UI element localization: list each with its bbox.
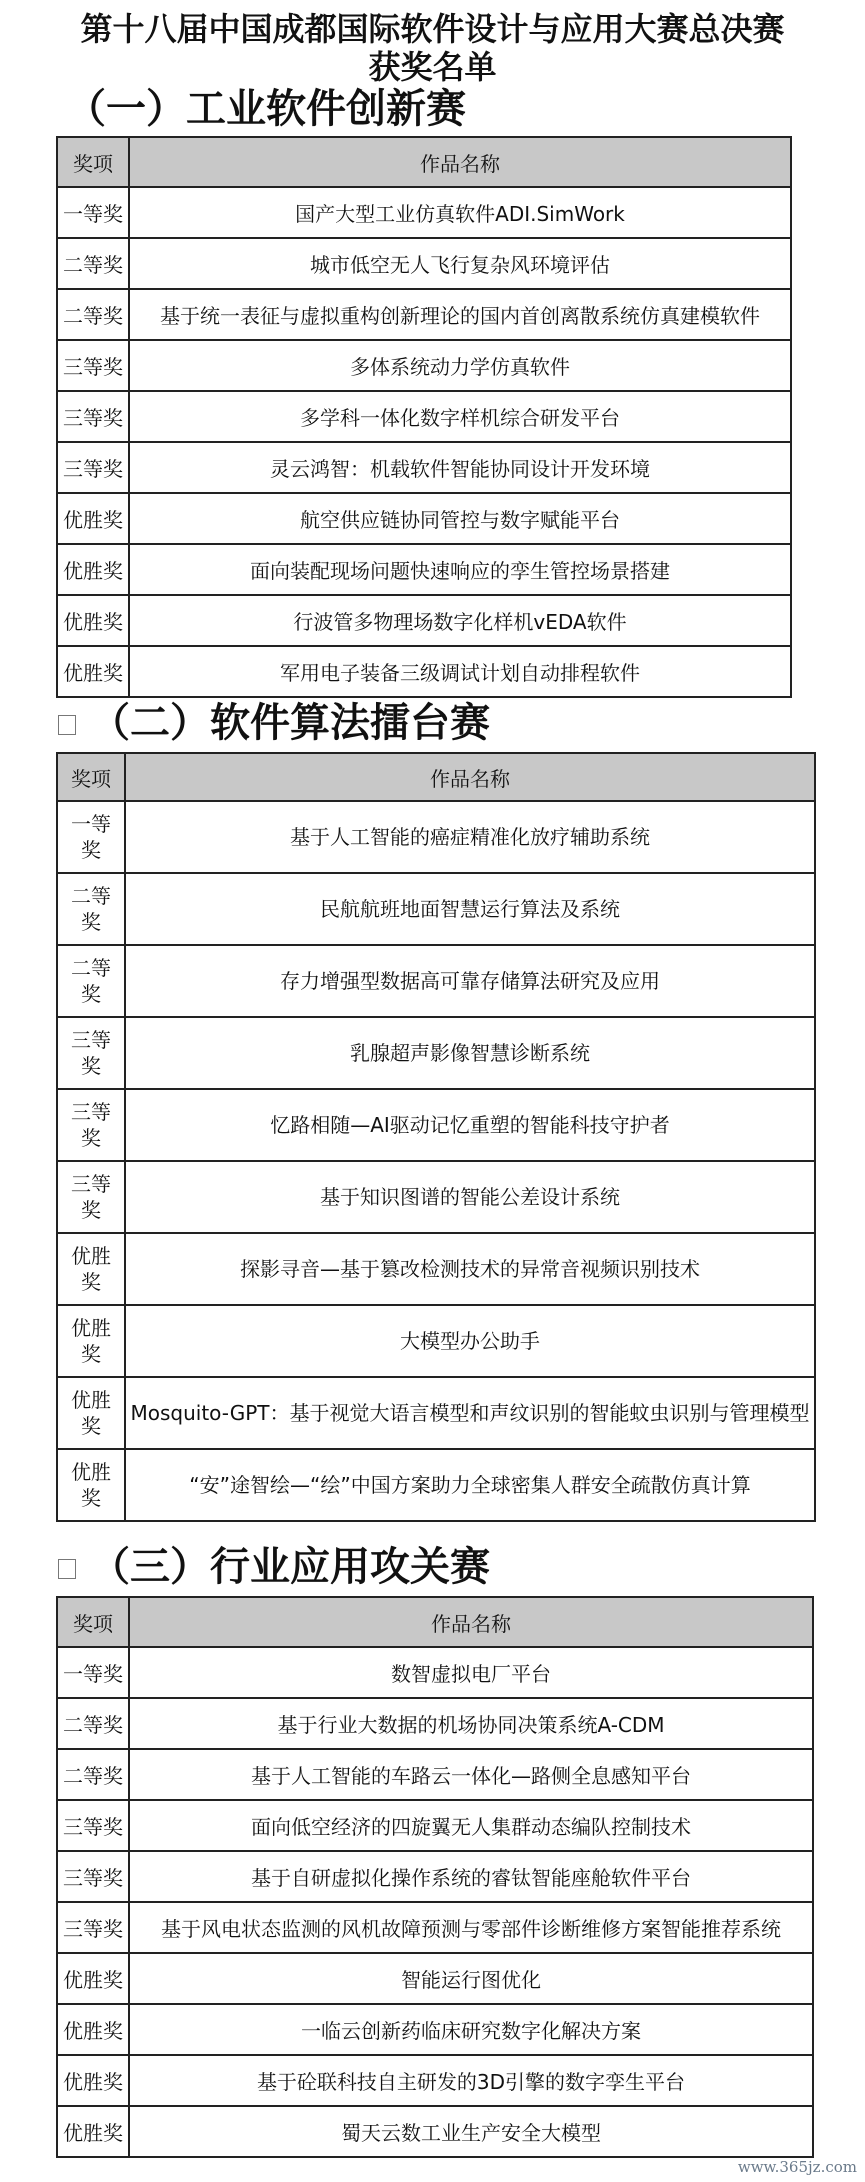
page-title-line1: 第十八届中国成都国际软件设计与应用大赛总决赛 bbox=[80, 10, 785, 48]
table-row bbox=[57, 238, 791, 289]
award-cell: 二等奖 bbox=[57, 289, 129, 340]
work-name-cell: Mosquito-GPT：基于视觉大语言模型和声纹识别的智能蚊虫识别与管理模型 bbox=[125, 1377, 815, 1449]
work-name-cell: 探影寻音—基于篡改检测技术的异常音视频识别技术 bbox=[125, 1233, 815, 1305]
page-title-line2: 获奖名单 bbox=[368, 48, 497, 86]
work-name-cell: 基于砼联科技自主研发的3D引擎的数字孪生平台 bbox=[129, 2055, 813, 2106]
award-cell: 二等奖 bbox=[57, 238, 129, 289]
work-name-cell: 乳腺超声影像智慧诊断系统 bbox=[125, 1017, 815, 1089]
table-row bbox=[57, 340, 791, 391]
table-row bbox=[57, 2055, 813, 2106]
section-heading-text: （三）行业应用攻关赛 bbox=[90, 1544, 490, 1590]
table-body bbox=[57, 187, 791, 697]
table-row bbox=[57, 2004, 813, 2055]
work-name-cell: 军用电子装备三级调试计划自动排程软件 bbox=[129, 646, 791, 697]
table-row bbox=[57, 187, 791, 238]
awards-table-industrial-software bbox=[56, 136, 792, 698]
table-row bbox=[57, 391, 791, 442]
work-name-cell: 民航航班地面智慧运行算法及系统 bbox=[125, 873, 815, 945]
work-name-cell: 灵云鸿智：机载软件智能协同设计开发环境 bbox=[129, 442, 791, 493]
award-cell: 优胜奖 bbox=[57, 1305, 125, 1377]
table-row bbox=[57, 801, 815, 873]
work-name-cell: 基于自研虚拟化操作系统的睿钛智能座舱软件平台 bbox=[129, 1851, 813, 1902]
award-cell: 优胜奖 bbox=[57, 2055, 129, 2106]
section-heading-algorithm-arena bbox=[58, 700, 490, 746]
award-cell: 二等奖 bbox=[57, 945, 125, 1017]
award-cell: 三等奖 bbox=[57, 1017, 125, 1089]
table-row bbox=[57, 1647, 813, 1698]
table-row bbox=[57, 289, 791, 340]
award-cell: 三等奖 bbox=[57, 442, 129, 493]
work-name-cell: 基于行业大数据的机场协同决策系统A-CDM bbox=[129, 1698, 813, 1749]
work-name-cell: 一临云创新药临床研究数字化解决方案 bbox=[129, 2004, 813, 2055]
award-cell: 三等奖 bbox=[57, 1089, 125, 1161]
work-name-cell: 城市低空无人飞行复杂风环境评估 bbox=[129, 238, 791, 289]
table-row bbox=[57, 1089, 815, 1161]
award-cell: 优胜奖 bbox=[57, 1953, 129, 2004]
missing-glyph-icon bbox=[58, 715, 76, 735]
table-row bbox=[57, 1902, 813, 1953]
section-heading-text: （二）软件算法擂台赛 bbox=[90, 700, 490, 746]
work-name-cell: 基于风电状态监测的风机故障预测与零部件诊断维修方案智能推荐系统 bbox=[129, 1902, 813, 1953]
work-name-cell: 忆路相随—AI驱动记忆重塑的智能科技守护者 bbox=[125, 1089, 815, 1161]
award-cell: 三等奖 bbox=[57, 1851, 129, 1902]
table-header-row bbox=[57, 1597, 813, 1647]
section-heading-industrial-software: （一）工业软件创新赛 bbox=[66, 86, 466, 132]
award-cell: 三等奖 bbox=[57, 340, 129, 391]
work-name-cell: 面向低空经济的四旋翼无人集群动态编队控制技术 bbox=[129, 1800, 813, 1851]
site-watermark: www.365jz.com bbox=[737, 2158, 857, 2176]
award-cell: 二等奖 bbox=[57, 873, 125, 945]
award-cell: 一等奖 bbox=[57, 1647, 129, 1698]
work-name-cell: 大模型办公助手 bbox=[125, 1305, 815, 1377]
missing-glyph-icon bbox=[58, 1559, 76, 1579]
work-name-cell: 蜀天云数工业生产安全大模型 bbox=[129, 2106, 813, 2157]
table-row bbox=[57, 1749, 813, 1800]
work-name-cell: 数智虚拟电厂平台 bbox=[129, 1647, 813, 1698]
award-cell: 优胜奖 bbox=[57, 2004, 129, 2055]
table-row bbox=[57, 595, 791, 646]
table-row bbox=[57, 1305, 815, 1377]
work-name-cell: 基于知识图谱的智能公差设计系统 bbox=[125, 1161, 815, 1233]
work-name-cell: “安”途智绘—“绘”中国方案助力全球密集人群安全疏散仿真计算 bbox=[125, 1449, 815, 1521]
work-name-cell: 行波管多物理场数字化样机vEDA软件 bbox=[129, 595, 791, 646]
table-header-row bbox=[57, 753, 815, 801]
work-name-cell: 基于人工智能的车路云一体化—路侧全息感知平台 bbox=[129, 1749, 813, 1800]
award-cell: 优胜奖 bbox=[57, 1449, 125, 1521]
awards-table-algorithm-arena bbox=[56, 752, 816, 1522]
work-name-cell: 多学科一体化数字样机综合研发平台 bbox=[129, 391, 791, 442]
column-header-award: 奖项 bbox=[57, 137, 129, 187]
award-cell: 三等奖 bbox=[57, 1902, 129, 1953]
award-cell: 优胜奖 bbox=[57, 493, 129, 544]
section-heading-industry-application bbox=[58, 1544, 490, 1590]
award-cell: 一等奖 bbox=[57, 801, 125, 873]
award-cell: 优胜奖 bbox=[57, 2106, 129, 2157]
work-name-cell: 智能运行图优化 bbox=[129, 1953, 813, 2004]
table-row bbox=[57, 1698, 813, 1749]
column-header-work: 作品名称 bbox=[129, 137, 791, 187]
award-cell: 二等奖 bbox=[57, 1698, 129, 1749]
column-header-work: 作品名称 bbox=[125, 753, 815, 801]
award-cell: 三等奖 bbox=[57, 391, 129, 442]
award-cell: 二等奖 bbox=[57, 1749, 129, 1800]
award-cell: 优胜奖 bbox=[57, 646, 129, 697]
table-row bbox=[57, 2106, 813, 2157]
work-name-cell: 国产大型工业仿真软件ADI.SimWork bbox=[129, 187, 791, 238]
table-body bbox=[57, 801, 815, 1521]
table-row bbox=[57, 442, 791, 493]
column-header-award: 奖项 bbox=[57, 753, 125, 801]
column-header-work: 作品名称 bbox=[129, 1597, 813, 1647]
award-cell: 优胜奖 bbox=[57, 544, 129, 595]
table-row bbox=[57, 1953, 813, 2004]
award-cell: 优胜奖 bbox=[57, 595, 129, 646]
table-row bbox=[57, 873, 815, 945]
table-row bbox=[57, 1233, 815, 1305]
table-row bbox=[57, 1449, 815, 1521]
work-name-cell: 存力增强型数据高可靠存储算法研究及应用 bbox=[125, 945, 815, 1017]
table-body bbox=[57, 1647, 813, 2157]
table-row bbox=[57, 1017, 815, 1089]
work-name-cell: 面向装配现场问题快速响应的孪生管控场景搭建 bbox=[129, 544, 791, 595]
table-row bbox=[57, 945, 815, 1017]
work-name-cell: 航空供应链协同管控与数字赋能平台 bbox=[129, 493, 791, 544]
award-cell: 三等奖 bbox=[57, 1800, 129, 1851]
table-row bbox=[57, 1800, 813, 1851]
award-cell: 优胜奖 bbox=[57, 1377, 125, 1449]
table-row bbox=[57, 1161, 815, 1233]
table-row bbox=[57, 544, 791, 595]
work-name-cell: 多体系统动力学仿真软件 bbox=[129, 340, 791, 391]
table-header-row bbox=[57, 137, 791, 187]
award-cell: 三等奖 bbox=[57, 1161, 125, 1233]
award-cell: 优胜奖 bbox=[57, 1233, 125, 1305]
work-name-cell: 基于统一表征与虚拟重构创新理论的国内首创离散系统仿真建模软件 bbox=[129, 289, 791, 340]
table-row bbox=[57, 646, 791, 697]
work-name-cell: 基于人工智能的癌症精准化放疗辅助系统 bbox=[125, 801, 815, 873]
table-row bbox=[57, 493, 791, 544]
award-cell: 一等奖 bbox=[57, 187, 129, 238]
awards-table-industry-application bbox=[56, 1596, 814, 2158]
column-header-award: 奖项 bbox=[57, 1597, 129, 1647]
table-row bbox=[57, 1851, 813, 1902]
table-row bbox=[57, 1377, 815, 1449]
